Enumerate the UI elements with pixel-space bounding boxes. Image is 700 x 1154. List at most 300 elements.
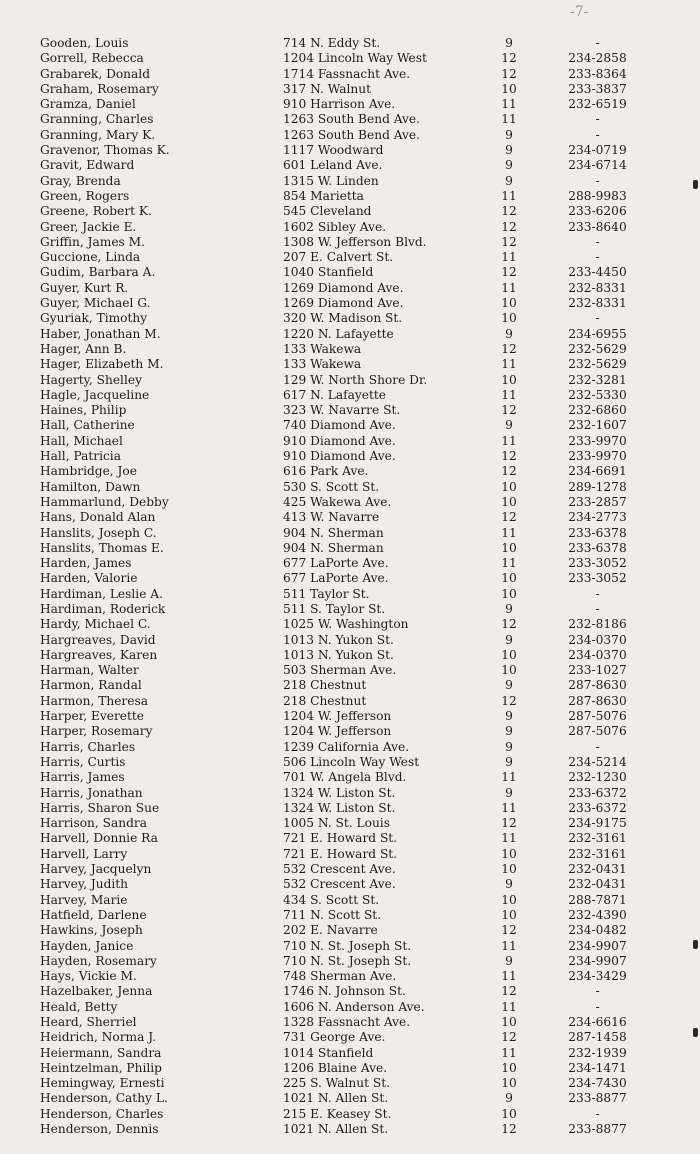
directory-row <box>40 786 680 801</box>
directory-row <box>40 158 680 173</box>
student-name: Guyer, Michael G. <box>40 296 151 311</box>
directory-row <box>40 740 680 755</box>
student-name: Guyer, Kurt R. <box>40 280 129 295</box>
phone-number: 233-4450 <box>568 265 627 280</box>
street-address: 1308 W. Jefferson Blvd. <box>283 234 427 249</box>
street-address: 129 W. North Shore Dr. <box>283 372 428 387</box>
student-name: Green, Rogers <box>40 188 130 203</box>
grade-level: 10 <box>501 296 517 311</box>
grade-level: 9 <box>505 785 513 800</box>
street-address: 1239 California Ave. <box>283 739 410 754</box>
phone-number: 233-6378 <box>568 540 627 555</box>
phone-number: 232-3281 <box>568 372 627 387</box>
street-address: 207 E. Calvert St. <box>283 250 394 265</box>
grade-level: 10 <box>501 907 517 922</box>
street-address: 701 W. Angela Blvd. <box>283 770 407 785</box>
grade-level: 12 <box>501 449 517 464</box>
grade-level: 11 <box>501 556 517 571</box>
directory-row <box>40 877 680 892</box>
directory-row <box>40 128 680 143</box>
student-name: Harden, James <box>40 556 132 571</box>
directory-row <box>40 174 680 189</box>
directory-row <box>40 449 680 464</box>
grade-level: 11 <box>501 938 517 953</box>
phone-number: 233-8877 <box>568 1122 627 1137</box>
student-name: Gooden, Louis <box>40 36 129 50</box>
street-address: 748 Sherman Ave. <box>283 969 397 984</box>
phone-number: 232-3161 <box>568 831 627 846</box>
street-address: 677 LaPorte Ave. <box>283 571 389 586</box>
directory-row <box>40 847 680 862</box>
student-name: Harvey, Judith <box>40 877 129 892</box>
street-address: 218 Chestnut <box>283 693 367 708</box>
student-name: Hagerty, Shelley <box>40 372 142 387</box>
student-name: Gravit, Edward <box>40 158 135 173</box>
directory-row <box>40 1076 680 1091</box>
directory-row <box>40 235 680 250</box>
grade-level: 12 <box>501 693 517 708</box>
grade-level: 11 <box>501 525 517 540</box>
phone-number: 288-7871 <box>568 892 627 907</box>
directory-row <box>40 709 680 724</box>
phone-number: 233-1027 <box>568 663 627 678</box>
directory-row <box>40 617 680 632</box>
grade-level: 12 <box>501 617 517 632</box>
grade-level: 9 <box>505 418 513 433</box>
street-address: 532 Crescent Ave. <box>283 862 396 877</box>
student-name: Hazelbaker, Jenna <box>40 984 153 999</box>
student-name: Harvey, Jacquelyn <box>40 862 152 877</box>
phone-number: 233-3837 <box>568 81 627 96</box>
grade-level: 12 <box>501 403 517 418</box>
phone-number: - <box>595 36 600 50</box>
student-name: Hardiman, Roderick <box>40 601 166 616</box>
street-address: 511 S. Taylor St. <box>283 601 386 616</box>
street-address: 721 E. Howard St. <box>283 831 398 846</box>
street-address: 1324 W. Liston St. <box>283 800 396 815</box>
phone-number: 233-2857 <box>568 494 627 509</box>
phone-number: - <box>595 984 600 999</box>
student-name: Griffin, James M. <box>40 234 146 249</box>
phone-number: 232-5330 <box>568 387 627 402</box>
phone-number: 287-5076 <box>568 724 627 739</box>
student-name: Gorrell, Rebecca <box>40 51 144 66</box>
directory-row <box>40 633 680 648</box>
student-name: Gramza, Daniel <box>40 97 136 112</box>
student-name: Hagle, Jacqueline <box>40 387 150 402</box>
grade-level: 11 <box>501 770 517 785</box>
student-name: Haber, Jonathan M. <box>40 326 161 341</box>
grade-level: 10 <box>501 1060 517 1075</box>
grade-level: 12 <box>501 219 517 234</box>
phone-number: 232-1230 <box>568 770 627 785</box>
directory-row <box>40 82 680 97</box>
directory-row <box>40 648 680 663</box>
phone-number: 232-6519 <box>568 97 627 112</box>
student-name: Hardiman, Leslie A. <box>40 586 163 601</box>
phone-number: 234-9175 <box>568 816 627 831</box>
student-name: Heiermann, Sandra <box>40 1045 162 1060</box>
student-name: Harris, Sharon Sue <box>40 800 160 815</box>
directory-row <box>40 36 680 51</box>
grade-level: 11 <box>501 831 517 846</box>
street-address: 617 N. Lafayette <box>283 387 387 402</box>
student-name: Gudim, Barbara A. <box>40 265 156 280</box>
student-name: Heintzelman, Philip <box>40 1060 162 1075</box>
street-address: 1315 W. Linden <box>283 173 379 188</box>
phone-number: 232-8186 <box>568 617 627 632</box>
phone-number: 232-8331 <box>568 296 627 311</box>
grade-level: 11 <box>501 969 517 984</box>
street-address: 677 LaPorte Ave. <box>283 556 389 571</box>
phone-number: 232-5629 <box>568 341 627 356</box>
grade-level: 9 <box>505 143 513 158</box>
directory-row <box>40 143 680 158</box>
phone-number: 287-8630 <box>568 693 627 708</box>
street-address: 1269 Diamond Ave. <box>283 280 404 295</box>
directory-row <box>40 1015 680 1030</box>
directory-row <box>40 893 680 908</box>
street-address: 225 S. Walnut St. <box>283 1076 391 1091</box>
phone-number: 232-5629 <box>568 357 627 372</box>
phone-number: 287-8630 <box>568 678 627 693</box>
street-address: 731 George Ave. <box>283 1030 386 1045</box>
grade-level: 11 <box>501 433 517 448</box>
directory-row <box>40 204 680 219</box>
student-name: Hall, Michael <box>40 433 123 448</box>
street-address: 434 S. Scott St. <box>283 892 380 907</box>
phone-number: 234-0482 <box>568 923 627 938</box>
directory-row <box>40 556 680 571</box>
directory-row <box>40 373 680 388</box>
student-name: Harper, Rosemary <box>40 724 153 739</box>
phone-number: 234-6616 <box>568 1015 627 1029</box>
street-address: 1040 Stanfield <box>283 265 374 280</box>
student-name: Harrison, Sandra <box>40 816 147 831</box>
student-name: Harris, Jonathan <box>40 785 143 800</box>
phone-number: - <box>595 127 600 142</box>
student-name: Hays, Vickie M. <box>40 969 137 984</box>
grade-level: 10 <box>501 647 517 662</box>
street-address: 413 W. Navarre <box>283 510 380 525</box>
grade-level: 9 <box>505 1091 513 1106</box>
street-address: 910 Diamond Ave. <box>283 449 396 464</box>
student-name: Greene, Robert K. <box>40 204 152 219</box>
street-address: 1117 Woodward <box>283 143 384 158</box>
phone-number: 233-6378 <box>568 525 627 540</box>
street-address: 1269 Diamond Ave. <box>283 296 404 311</box>
directory-row <box>40 51 680 66</box>
directory-row <box>40 403 680 418</box>
directory-row <box>40 265 680 280</box>
phone-number: 234-6691 <box>568 464 627 479</box>
grade-level: 11 <box>501 800 517 815</box>
street-address: 1714 Fassnacht Ave. <box>283 66 411 81</box>
phone-number: 234-9907 <box>568 938 627 953</box>
student-name: Hall, Patricia <box>40 449 121 464</box>
grade-level: 9 <box>505 158 513 173</box>
binding-hole-mark <box>693 940 698 949</box>
street-address: 854 Marietta <box>283 188 364 203</box>
street-address: 904 N. Sherman <box>283 525 384 540</box>
student-name: Harper, Everette <box>40 709 145 724</box>
street-address: 511 Taylor St. <box>283 586 370 601</box>
student-name: Harris, James <box>40 770 125 785</box>
phone-number: 233-9970 <box>568 449 627 464</box>
phone-number: 233-8877 <box>568 1091 627 1106</box>
student-name: Harvell, Donnie Ra <box>40 831 158 846</box>
phone-number: 233-9970 <box>568 433 627 448</box>
grade-level: 12 <box>501 1122 517 1137</box>
student-name: Hayden, Janice <box>40 938 134 953</box>
grade-level: 9 <box>505 877 513 892</box>
grade-level: 9 <box>505 632 513 647</box>
student-name: Hamilton, Dawn <box>40 479 141 494</box>
phone-number: 233-3052 <box>568 556 627 571</box>
directory-row <box>40 1061 680 1076</box>
street-address: 323 W. Navarre St. <box>283 403 401 418</box>
student-name: Hatfield, Darlene <box>40 907 147 922</box>
street-address: 1014 Stanfield <box>283 1045 374 1060</box>
phone-number: 234-0370 <box>568 647 627 662</box>
student-name: Heidrich, Norma J. <box>40 1030 157 1045</box>
directory-row <box>40 602 680 617</box>
directory-row <box>40 357 680 372</box>
phone-number: - <box>595 112 600 127</box>
phone-number: 234-1471 <box>568 1060 627 1075</box>
street-address: 545 Cleveland <box>283 204 372 219</box>
student-name: Hemingway, Ernesti <box>40 1076 165 1091</box>
grade-level: 10 <box>501 311 517 326</box>
directory-row <box>40 923 680 938</box>
grade-level: 12 <box>501 204 517 219</box>
directory-row <box>40 541 680 556</box>
street-address: 133 Wakewa <box>283 341 362 356</box>
phone-number: 233-6206 <box>568 204 627 219</box>
grade-level: 10 <box>501 846 517 861</box>
street-address: 616 Park Ave. <box>283 464 369 479</box>
directory-row <box>40 984 680 999</box>
student-name: Hargreaves, David <box>40 632 156 647</box>
phone-number: - <box>595 601 600 616</box>
student-name: Guccione, Linda <box>40 250 141 265</box>
street-address: 1220 N. Lafayette <box>283 326 394 341</box>
directory-row <box>40 1122 680 1137</box>
directory-row <box>40 250 680 265</box>
student-name: Greer, Jackie E. <box>40 219 137 234</box>
street-address: 503 Sherman Ave. <box>283 663 397 678</box>
phone-number: 289-1278 <box>568 479 627 494</box>
phone-number: 234-2773 <box>568 510 627 525</box>
grade-level: 10 <box>501 586 517 601</box>
student-name: Graham, Rosemary <box>40 81 159 96</box>
street-address: 215 E. Keasey St. <box>283 1106 392 1121</box>
phone-number: 234-0719 <box>568 143 627 158</box>
directory-row <box>40 587 680 602</box>
phone-number: - <box>595 173 600 188</box>
student-name: Harvell, Larry <box>40 846 128 861</box>
student-name: Hargreaves, Karen <box>40 647 158 662</box>
street-address: 1204 W. Jefferson <box>283 709 392 724</box>
phone-number: 232-1939 <box>568 1045 627 1060</box>
student-name: Hambridge, Joe <box>40 464 137 479</box>
grade-level: 9 <box>505 326 513 341</box>
street-address: 721 E. Howard St. <box>283 846 398 861</box>
grade-level: 11 <box>501 1045 517 1060</box>
street-address: 711 N. Scott St. <box>283 907 382 922</box>
directory-row <box>40 663 680 678</box>
student-name: Hager, Elizabeth M. <box>40 357 164 372</box>
street-address: 1206 Blaine Ave. <box>283 1060 388 1075</box>
street-address: 1021 N. Allen St. <box>283 1122 389 1137</box>
street-address: 425 Wakewa Ave. <box>283 494 392 509</box>
grade-level: 10 <box>501 479 517 494</box>
directory-row <box>40 67 680 82</box>
directory-row <box>40 327 680 342</box>
directory-row <box>40 755 680 770</box>
directory-row <box>40 112 680 127</box>
phone-number: 234-0370 <box>568 632 627 647</box>
directory-row <box>40 908 680 923</box>
grade-level: 12 <box>501 923 517 938</box>
directory-row <box>40 388 680 403</box>
student-name: Haines, Philip <box>40 403 127 418</box>
phone-number: 233-6372 <box>568 785 627 800</box>
student-name: Hanslits, Joseph C. <box>40 525 157 540</box>
street-address: 740 Diamond Ave. <box>283 418 396 433</box>
phone-number: - <box>595 739 600 754</box>
grade-level: 12 <box>501 1030 517 1045</box>
street-address: 1021 N. Allen St. <box>283 1091 389 1106</box>
phone-number: - <box>595 234 600 249</box>
directory-row <box>40 831 680 846</box>
directory-row <box>40 418 680 433</box>
student-name: Heald, Betty <box>40 999 118 1014</box>
directory-row <box>40 724 680 739</box>
phone-number: - <box>595 311 600 326</box>
phone-number: - <box>595 586 600 601</box>
phone-number: 232-3161 <box>568 846 627 861</box>
grade-level: 10 <box>501 1015 517 1029</box>
street-address: 1324 W. Liston St. <box>283 785 396 800</box>
directory-row <box>40 296 680 311</box>
grade-level: 11 <box>501 112 517 127</box>
phone-number: 232-0431 <box>568 862 627 877</box>
street-address: 710 N. St. Joseph St. <box>283 938 412 953</box>
directory-row <box>40 434 680 449</box>
grade-level: 12 <box>501 66 517 81</box>
directory-row <box>40 694 680 709</box>
student-name: Hager, Ann B. <box>40 341 127 356</box>
directory-row <box>40 1107 680 1122</box>
directory-row <box>40 969 680 984</box>
grade-level: 9 <box>505 953 513 968</box>
phone-number: 233-6372 <box>568 800 627 815</box>
student-name: Granning, Charles <box>40 112 154 127</box>
grade-level: 12 <box>501 234 517 249</box>
grade-level: 11 <box>501 250 517 265</box>
street-address: 532 Crescent Ave. <box>283 877 396 892</box>
directory-row <box>40 678 680 693</box>
grade-level: 11 <box>501 280 517 295</box>
grade-level: 10 <box>501 540 517 555</box>
directory-row <box>40 526 680 541</box>
phone-number: 234-3429 <box>568 969 627 984</box>
directory-row <box>40 801 680 816</box>
grade-level: 9 <box>505 709 513 724</box>
student-name: Harmon, Randal <box>40 678 142 693</box>
phone-number: 232-0431 <box>568 877 627 892</box>
phone-number: 234-5214 <box>568 754 627 769</box>
student-name: Harmon, Theresa <box>40 693 148 708</box>
phone-number: 288-9983 <box>568 188 627 203</box>
directory-row <box>40 1091 680 1106</box>
directory-row <box>40 862 680 877</box>
directory-row <box>40 1030 680 1045</box>
street-address: 1602 Sibley Ave. <box>283 219 387 234</box>
student-name: Hawkins, Joseph <box>40 923 143 938</box>
street-address: 1013 N. Yukon St. <box>283 647 394 662</box>
phone-number: - <box>595 999 600 1014</box>
street-address: 910 Harrison Ave. <box>283 97 396 112</box>
directory-row <box>40 480 680 495</box>
grade-level: 12 <box>501 265 517 280</box>
page-number-mark: -7- <box>570 4 589 20</box>
phone-number: 233-8364 <box>568 66 627 81</box>
grade-level: 10 <box>501 571 517 586</box>
student-name: Heard, Sherriel <box>40 1015 137 1029</box>
street-address: 904 N. Sherman <box>283 540 384 555</box>
street-address: 1263 South Bend Ave. <box>283 127 421 142</box>
binding-hole-mark <box>693 1028 698 1037</box>
student-name: Grabarek, Donald <box>40 66 150 81</box>
phone-number: - <box>595 1106 600 1121</box>
grade-level: 10 <box>501 1106 517 1121</box>
grade-level: 12 <box>501 510 517 525</box>
grade-level: 9 <box>505 739 513 754</box>
grade-level: 11 <box>501 387 517 402</box>
street-address: 133 Wakewa <box>283 357 362 372</box>
grade-level: 12 <box>501 984 517 999</box>
directory-row <box>40 220 680 235</box>
directory-row <box>40 510 680 525</box>
directory-row <box>40 1046 680 1061</box>
street-address: 601 Leland Ave. <box>283 158 383 173</box>
phone-number: 232-4390 <box>568 907 627 922</box>
grade-level: 12 <box>501 464 517 479</box>
directory-row <box>40 571 680 586</box>
directory-row <box>40 281 680 296</box>
phone-number: 287-1458 <box>568 1030 627 1045</box>
student-name: Gray, Brenda <box>40 173 121 188</box>
phone-number: 232-6860 <box>568 403 627 418</box>
grade-level: 9 <box>505 36 513 50</box>
student-name: Harman, Walter <box>40 663 139 678</box>
directory-row <box>40 770 680 785</box>
grade-level: 10 <box>501 663 517 678</box>
student-name: Harvey, Marie <box>40 892 128 907</box>
student-name: Harris, Charles <box>40 739 136 754</box>
directory-row <box>40 816 680 831</box>
student-directory-list <box>40 36 680 1137</box>
student-name: Gravenor, Thomas K. <box>40 143 170 158</box>
street-address: 1328 Fassnacht Ave. <box>283 1015 411 1029</box>
student-name: Hall, Catherine <box>40 418 135 433</box>
phone-number: 233-8640 <box>568 219 627 234</box>
grade-level: 10 <box>501 81 517 96</box>
street-address: 910 Diamond Ave. <box>283 433 396 448</box>
street-address: 317 N. Walnut <box>283 81 371 96</box>
